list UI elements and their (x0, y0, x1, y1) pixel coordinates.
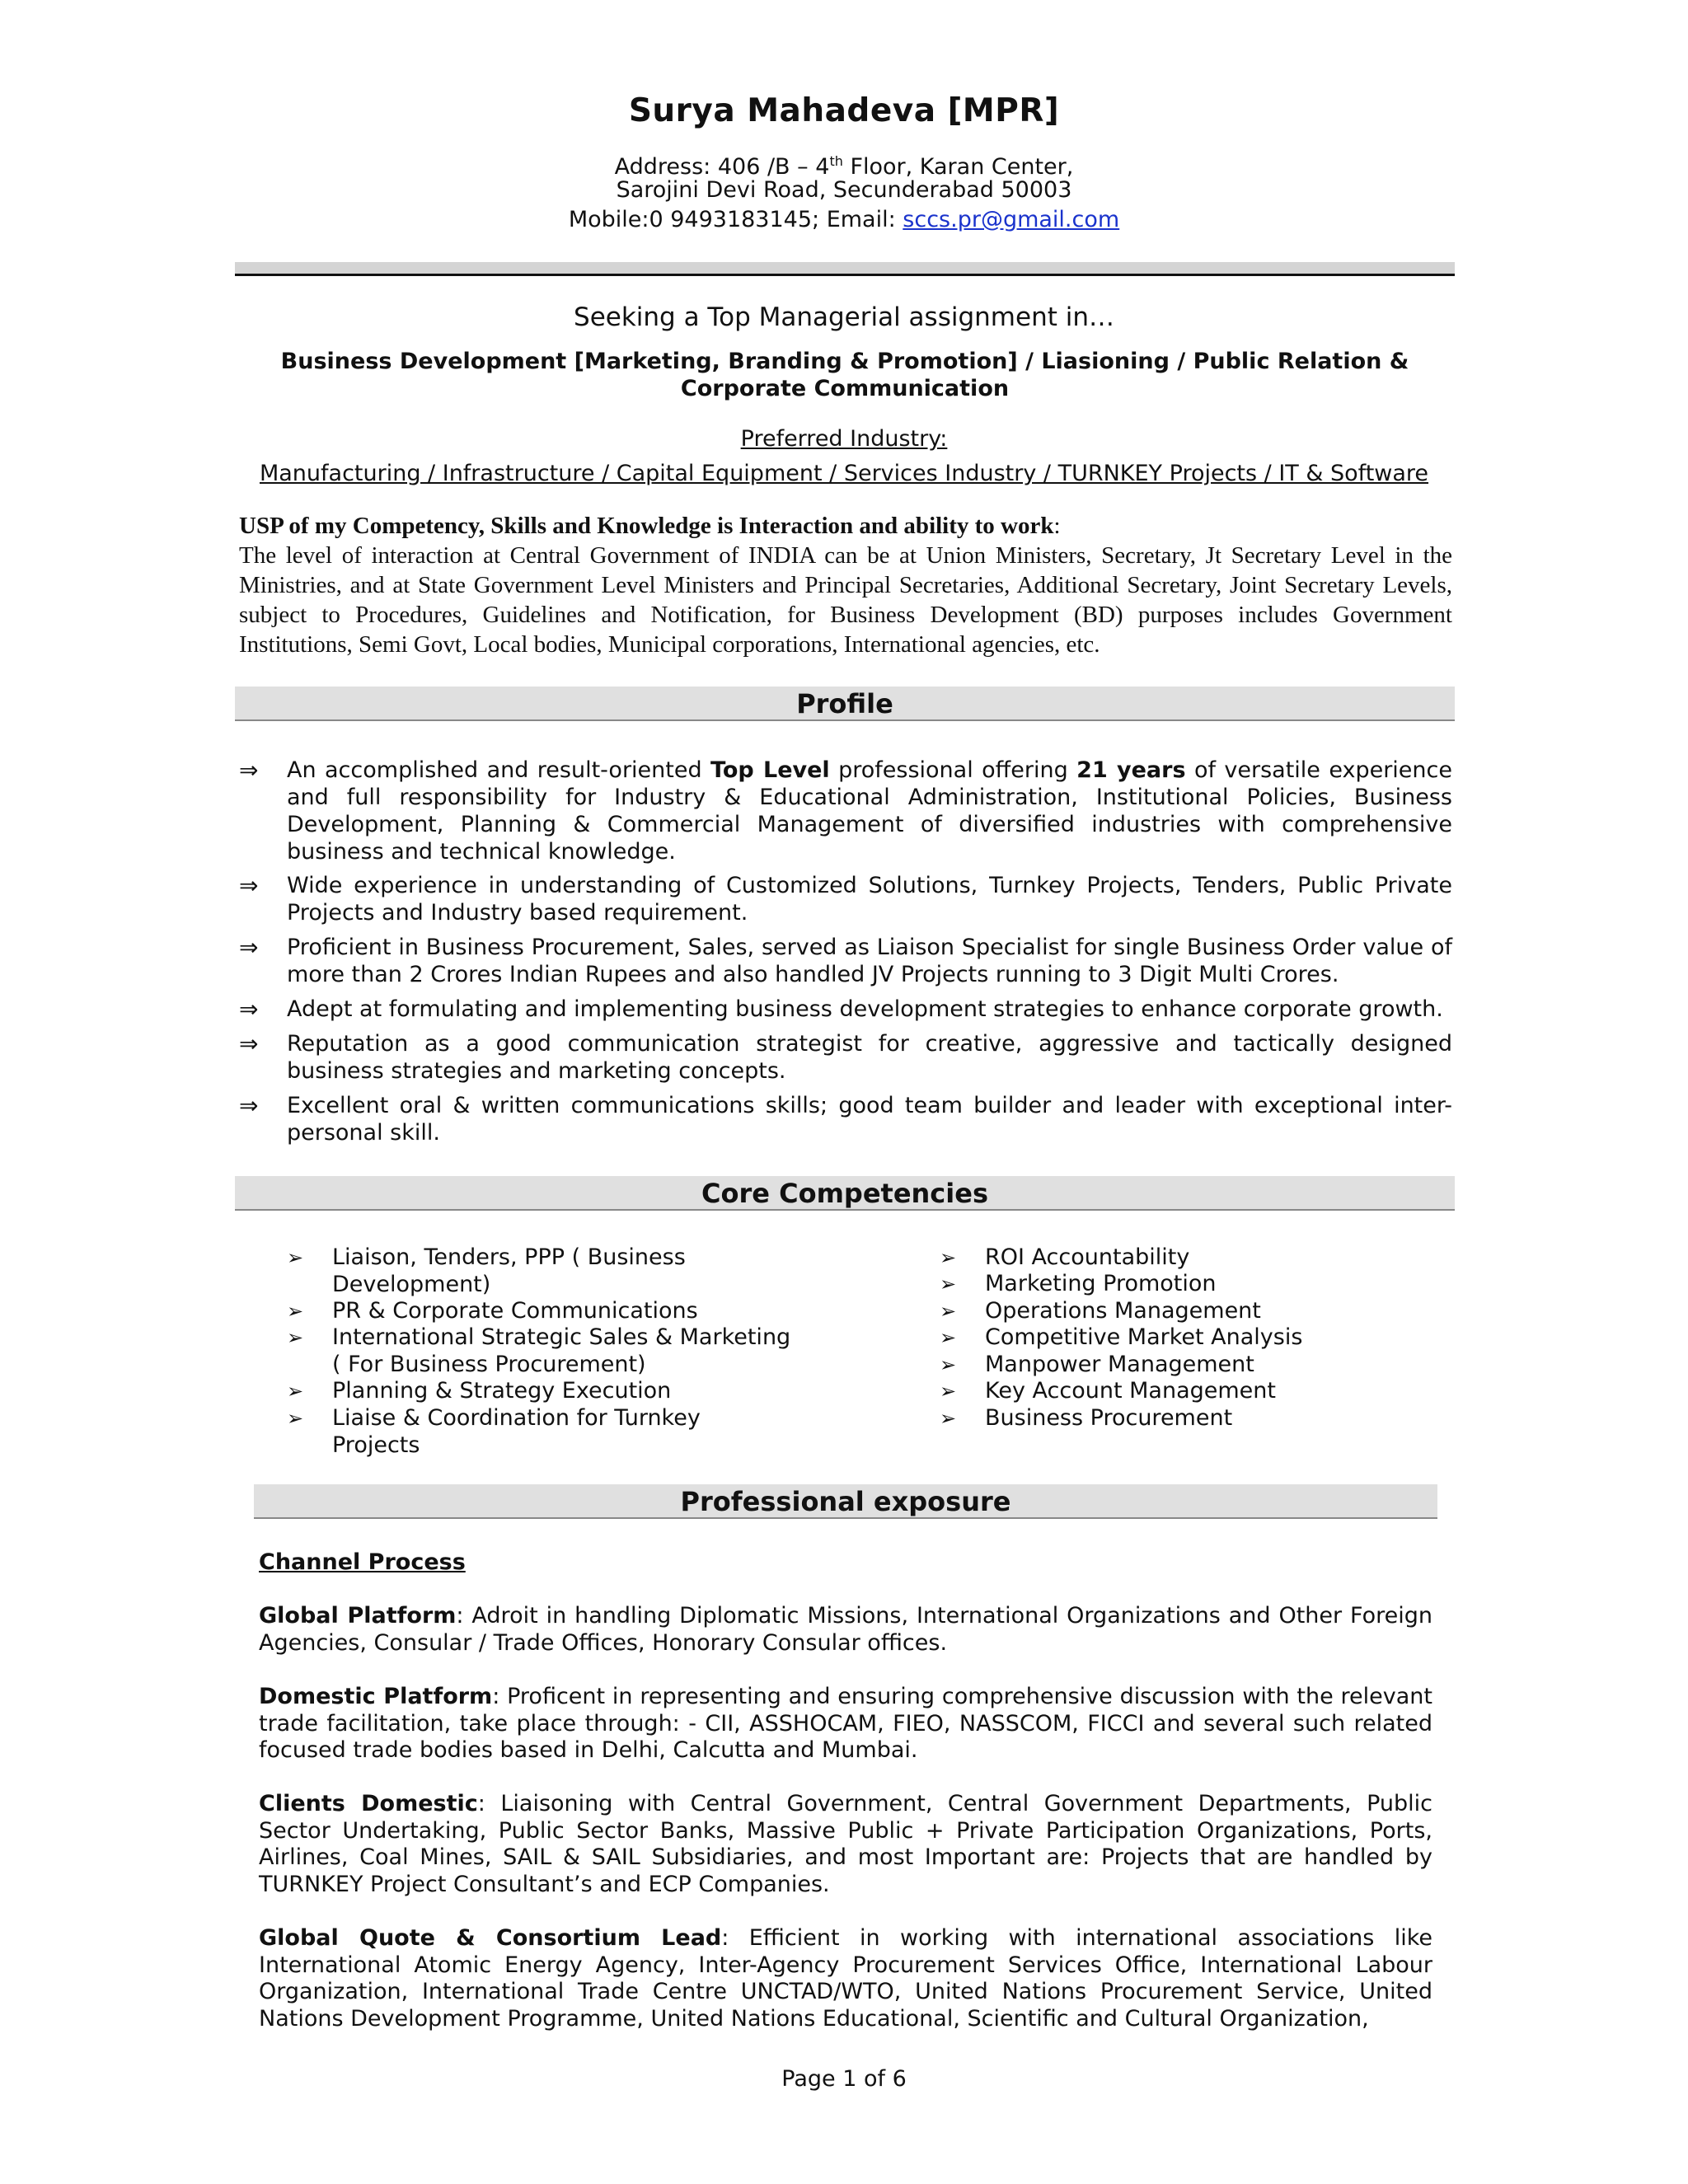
domestic-platform-text: : Proficent in representing and ensuring comprehensive discussion with the relevant trade facilitation, take place through: - CII, ASSHOCAM, FIEO, NASSCOM, FICCI and several such related focused trade bodies based in Delhi, Calcutta and Mumbai. (259, 1684, 1433, 1763)
profile-item-text: Wide experience in understanding of Customized Solutions, Turnkey Projects, Tenders, Public Private Projects and Industry based requirement. (287, 873, 1452, 926)
usp-heading-colon: : (1053, 513, 1061, 539)
competency-text: Manpower Management (985, 1352, 1254, 1377)
contact-line (0, 205, 1688, 234)
profile-title: Profile (796, 688, 893, 719)
profile-section-header (235, 687, 1455, 721)
profile-item-text: Adept at formulating and implementing business development strategies to enhance corporate growth. (287, 996, 1443, 1022)
domestic-platform-label: Domestic Platform (259, 1684, 493, 1709)
usp-paragraph (239, 511, 1452, 659)
profile-item-text: Reputation as a good communication strategist for creative, aggressive and tactically designed business strategies and marketing concepts. (287, 1031, 1452, 1084)
arrowhead-bullet-icon: ➢ (940, 1272, 957, 1296)
core-competencies-title: Core Competencies (701, 1178, 988, 1209)
arrowhead-bullet-icon: ➢ (940, 1246, 957, 1269)
clients-domestic-label: Clients Domestic (259, 1791, 478, 1816)
arrowhead-bullet-icon: ➢ (940, 1326, 957, 1349)
preferred-industry-label: Preferred Industry: (740, 426, 948, 452)
arrow-bullet-icon: ⇒ (239, 1092, 259, 1119)
competency-text: International Strategic Sales & Marketing ( For Business Procurement) (332, 1324, 791, 1377)
competency-text: ROI Accountability (985, 1244, 1190, 1270)
profile-item-text (287, 757, 1452, 865)
header-divider-line (235, 274, 1455, 276)
profile-text-part: of versatile experience and full responsibility for Industry & Educational Administration, Institutional Policies, Business Development, Planning & Commercial Management of diversified industries with comprehensive business and technical knowledge. (287, 757, 1452, 865)
address-line-2: Sarojini Devi Road, Secunderabad 50003 (616, 177, 1072, 203)
global-platform-label: Global Platform (259, 1603, 457, 1629)
arrowhead-bullet-icon: ➢ (940, 1380, 957, 1403)
arrowhead-bullet-icon: ➢ (287, 1326, 304, 1349)
competency-text: Liaise & Coordination for Turnkey Projects (332, 1405, 701, 1458)
domestic-platform-paragraph (259, 1684, 1432, 1765)
page-number: Page 1 of 6 (781, 2066, 907, 2092)
competency-text: Operations Management (985, 1298, 1261, 1324)
competency-text: Planning & Strategy Execution (332, 1378, 672, 1404)
address-line-1-end: Floor, Karan Center, (842, 154, 1074, 180)
usp-body: The level of interaction at Central Government of INDIA can be at Union Ministers, Secretary, Jt Secretary Level in the Ministries, and at State Government Level Ministers and Principal Secretaries, Additional Secretary, Joint Secretary Levels, subject to Procedures, Guidelines and Notification, for Business Development (BD) purposes includes Government Institutions, Semi Govt, Local bodies, Municipal corporations, International agencies, etc. (239, 542, 1452, 658)
global-quote-text: : Efficient in working with international associations like International Atomic Energy Agency, Inter-Agency Procurement Services Office, International Labour Organization, International Trade Centre UNCTAD/WTO, United Nations Procurement Service, United Nations Development Programme, United Nations Educational, Scientific and Cultural Organization, (259, 1925, 1432, 2032)
address-line-1-start: Address: 406 /B – 4 (614, 154, 830, 180)
address-floor-superscript: th (829, 153, 843, 169)
professional-exposure-title: Professional exposure (680, 1486, 1011, 1517)
competency-text: Competitive Market Analysis (985, 1324, 1303, 1350)
header-grey-rule (235, 262, 1455, 274)
global-platform-paragraph (259, 1603, 1432, 1657)
seeking-line: Seeking a Top Managerial assignment in… (574, 302, 1114, 332)
preferred-industries: Manufacturing / Infrastructure / Capital Equipment / Services Industry / TURNKEY Projects / IT & Software (259, 461, 1429, 486)
clients-domestic-paragraph (259, 1791, 1432, 1898)
arrowhead-bullet-icon: ➢ (940, 1353, 957, 1376)
global-quote-paragraph (259, 1925, 1432, 2032)
global-quote-label: Global Quote & Consortium Lead (259, 1925, 722, 1951)
arrowhead-bullet-icon: ➢ (287, 1246, 304, 1269)
arrow-bullet-icon: ⇒ (239, 1030, 259, 1057)
core-competencies-header (235, 1176, 1455, 1211)
email-link[interactable]: sccs.pr@gmail.com (903, 207, 1120, 232)
usp-heading: USP of my Competency, Skills and Knowledge is Interaction and ability to work (239, 513, 1054, 539)
profile-text-part: An accomplished and result-oriented (287, 757, 711, 783)
arrowhead-bullet-icon: ➢ (287, 1300, 304, 1323)
profile-item-text: Excellent oral & written communications skills; good team builder and leader with exceptional inter-personal skill. (287, 1093, 1452, 1146)
competency-text: Business Procurement (985, 1405, 1233, 1431)
profile-item-text: Proficient in Business Procurement, Sales, served as Liaison Specialist for single Business Order value of more than 2 Crores Indian Rupees and also handled JV Projects running to 3 Digit Multi Crores. (287, 935, 1452, 987)
arrowhead-bullet-icon: ➢ (287, 1407, 304, 1430)
target-areas: Business Development [Marketing, Branding & Promotion] / Liasioning / Public Relation & Corporate Communication (280, 349, 1409, 401)
arrow-bullet-icon: ⇒ (239, 872, 259, 899)
arrowhead-bullet-icon: ➢ (287, 1380, 304, 1403)
professional-exposure-header (254, 1484, 1437, 1519)
channel-process-heading: Channel Process (259, 1549, 466, 1575)
arrow-bullet-icon: ⇒ (239, 757, 259, 784)
competency-text: PR & Corporate Communications (332, 1298, 698, 1324)
profile-highlight: 21 years (1076, 757, 1186, 783)
clients-domestic-text: : Liaisoning with Central Government, Central Government Departments, Public Sector Undertaking, Public Sector Banks, Massive Public + Private Participation Organizations, Ports, Airlines, Coal Mines, SAIL & SAIL Subsidiaries, and most Important are: Projects that are handled by TURNKEY Project Consultant’s and ECP Companies. (259, 1791, 1432, 1897)
competency-text: Marketing Promotion (985, 1271, 1217, 1296)
competency-text: Key Account Management (985, 1378, 1276, 1404)
profile-highlight: Top Level (710, 757, 830, 783)
global-platform-text: : Adroit in handling Diplomatic Missions, International Organizations and Other Foreign Agencies, Consular / Trade Offices, Honorary Consular offices. (259, 1603, 1432, 1656)
arrow-bullet-icon: ⇒ (239, 996, 259, 1023)
candidate-name: Surya Mahadeva [MPR] (628, 92, 1060, 129)
profile-text-part: professional offering (829, 757, 1077, 783)
competency-text: Liaison, Tenders, PPP ( Business Development) (332, 1244, 686, 1297)
arrowhead-bullet-icon: ➢ (940, 1300, 957, 1323)
arrow-bullet-icon: ⇒ (239, 934, 259, 961)
contact-mobile: Mobile:0 9493183145; Email: (568, 207, 903, 232)
arrowhead-bullet-icon: ➢ (940, 1407, 957, 1430)
